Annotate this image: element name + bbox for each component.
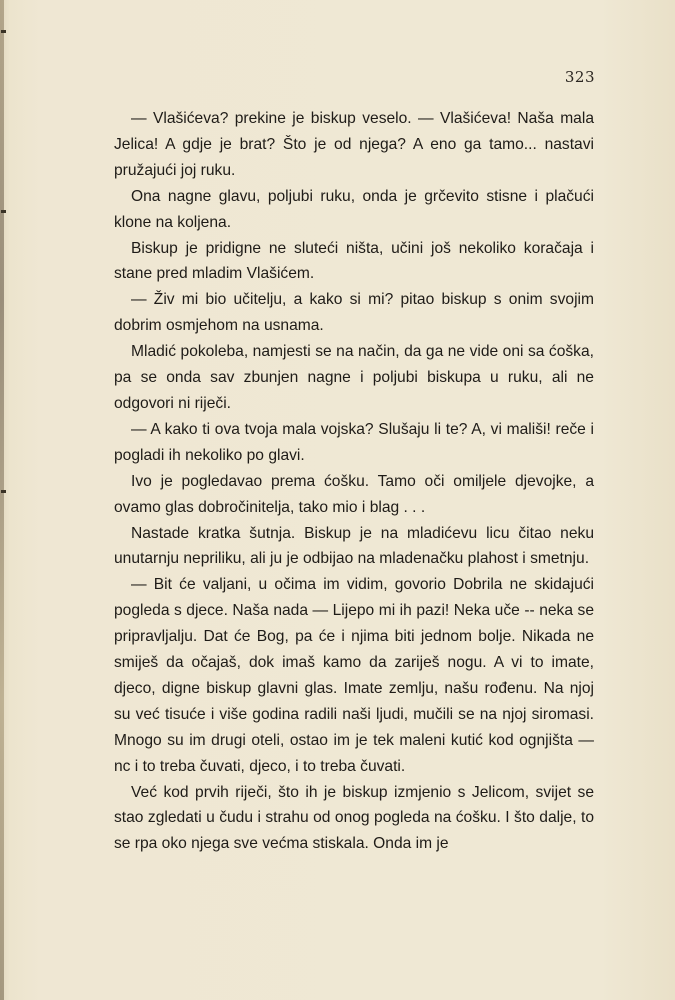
- paragraph: Već kod prvih riječi, što ih je biskup izmjenio s Jelicom, svijet se stao zgledati u čudu i strahu od onog pogleda na ćošku. I što dalje, to se rpa oko njega sve većma stiskala. Onda im je: [114, 783, 594, 853]
- paragraph: Biskup je pridigne ne sluteći ništa, učini još nekoliko koračaja i stane pred mladim Vlašićem.: [114, 239, 594, 283]
- paragraph: — Bit će valjani, u očima im vidim, govorio Dobrila ne skidajući pogleda s djece. Naša nada — Lijepo mi ih pazi! Neka uče -- neka se pripravljalju. Dat će Bog, pa će i njima biti jednom bolje. Nikada ne smiješ da očajaš, dok imaš kamo da zariješ nogu. A vi to imate, djeco, digne biskup glavni glas. Imate zemlju, našu rođenu. Na njoj su već tisuće i više godina radili naši ljudi, mučili se na njoj siromasi. Mnogo su im drugi oteli, ostao im je tek maleni kutić kod ognjišta — nc i to treba čuvati, djeco, i to treba čuvati.: [114, 576, 594, 775]
- binding-edge: [0, 0, 4, 1000]
- paragraph: — A kako ti ova tvoja mala vojska? Slušaju li te? A, vi mališi! reče i pogladi ih nekoliko po glavi.: [114, 420, 594, 464]
- paragraph: Ona nagne glavu, poljubi ruku, onda je grčevito stisne i plačući klone na koljena.: [114, 187, 594, 231]
- page-number: 323: [564, 68, 595, 86]
- margin-mark: [1, 210, 6, 213]
- paragraph: Nastade kratka šutnja. Biskup je na mladićevu licu čitao neku unutarnju nepriliku, ali ju je odbijao na mladenačku plahost i smetnju.: [114, 524, 594, 568]
- paragraph: — Živ mi bio učitelju, a kako si mi? pitao biskup s onim svojim dobrim osmjehom na usnama.: [114, 291, 594, 335]
- body-text: [114, 106, 594, 857]
- margin-mark: [1, 30, 6, 33]
- paragraph: Ivo je pogledavao prema ćošku. Tamo oči omiljele djevojke, a ovamo glas dobročinitelja, tako mio i blag . . .: [114, 472, 594, 516]
- paragraph: — Vlašićeva? prekine je biskup veselo. — Vlašićeva! Naša mala Jelica! A gdje je brat? Što je od njega? A eno ga tamo... nastavi pružajući joj ruku.: [114, 110, 594, 179]
- paragraph: Mladić pokoleba, namjesti se na način, da ga ne vide oni sa ćoška, pa se onda sav zbunjen nagne i poljubi biskupa u ruku, ali ne odgovori ni riječi.: [114, 343, 594, 412]
- margin-mark: [1, 490, 6, 493]
